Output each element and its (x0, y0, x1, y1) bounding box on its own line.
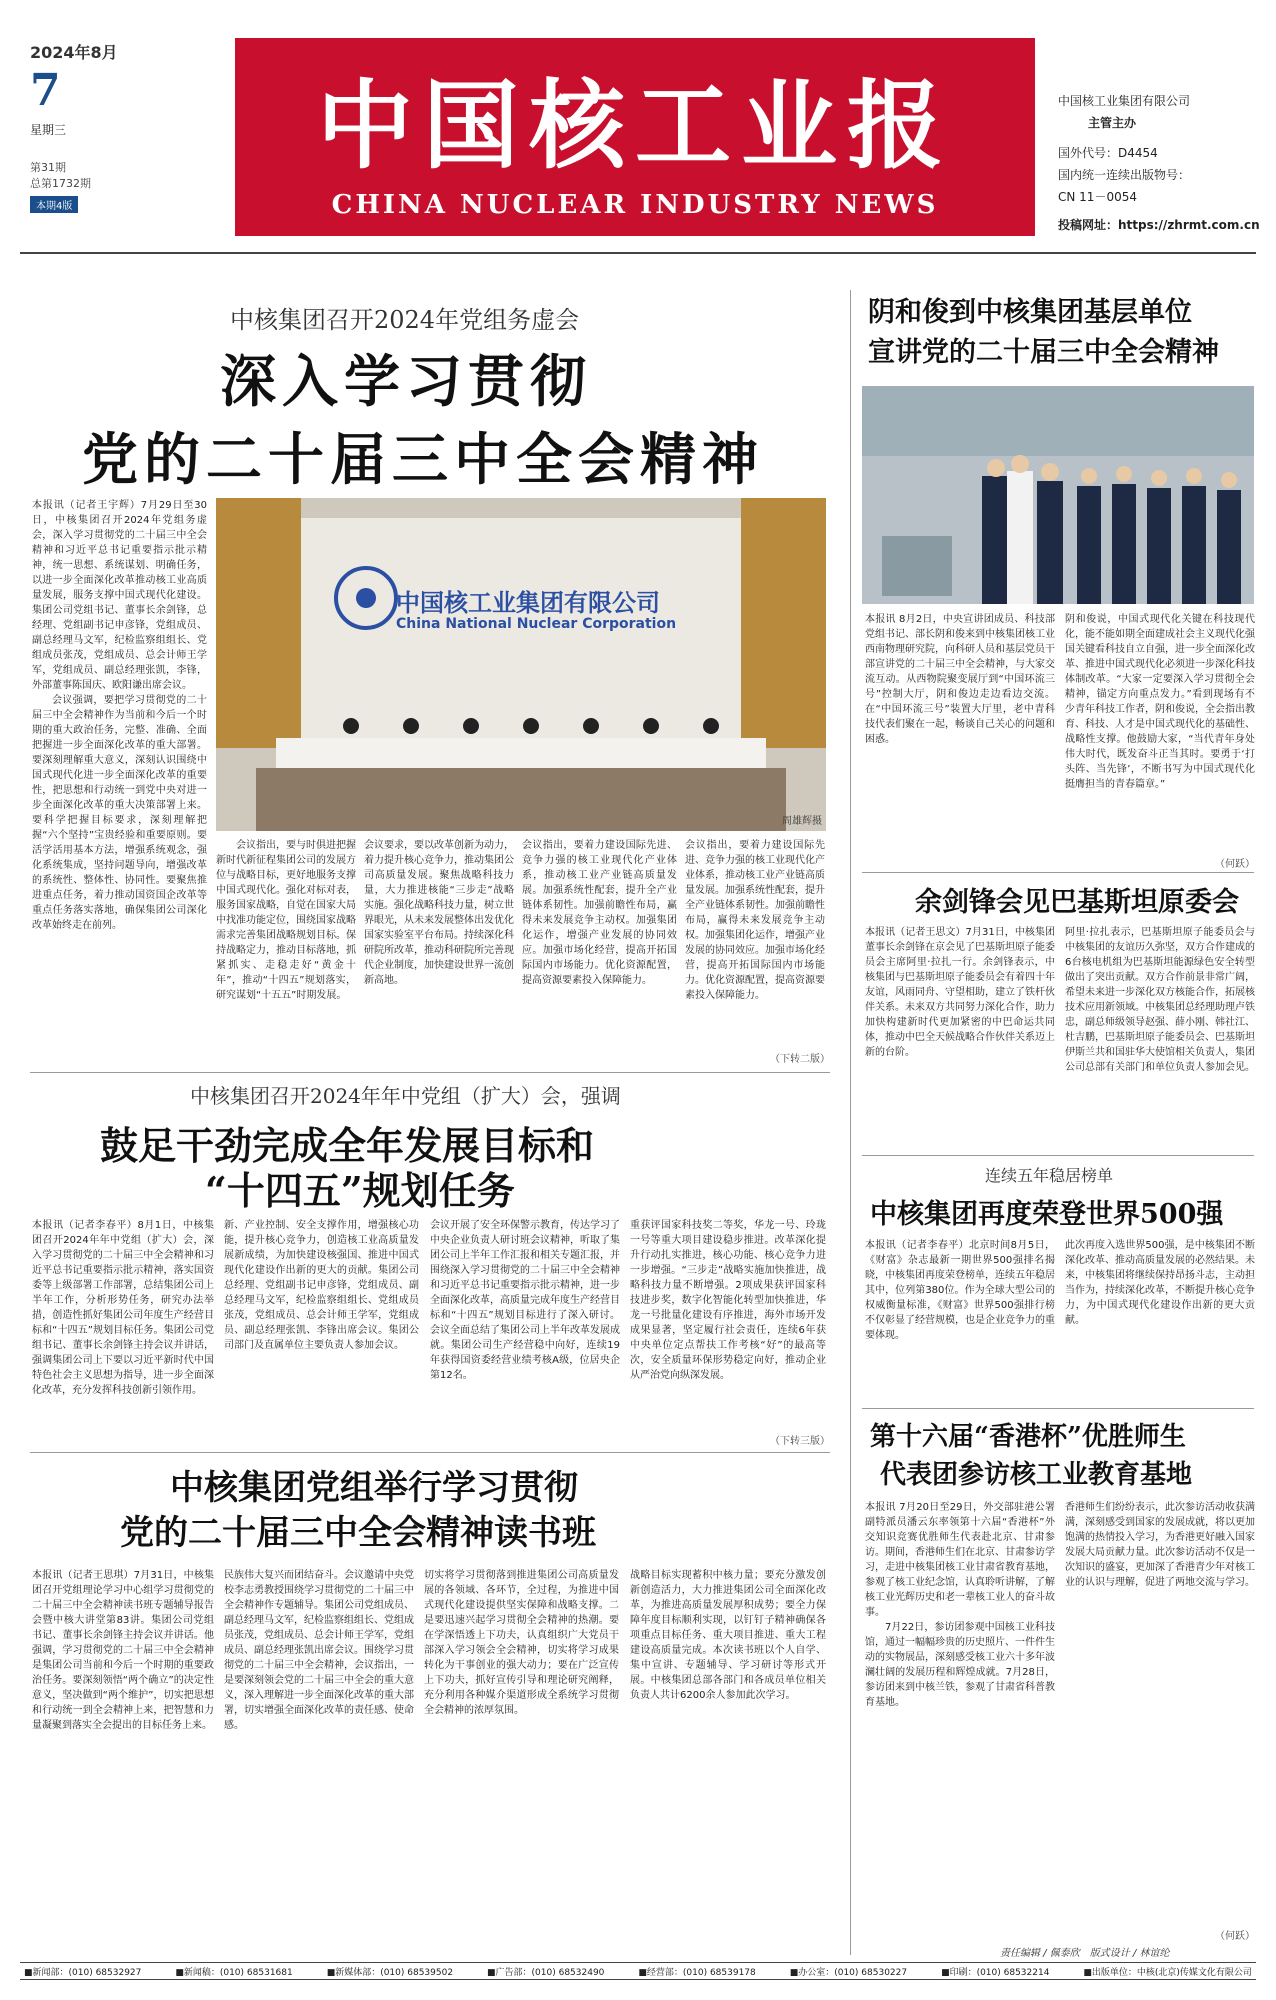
divider (862, 872, 1254, 873)
story2-column-3: 会议开展了安全环保警示教育，传达学习了中央企业负责人研讨班会议精神，听取了集团公司上半年工作汇报和相关专题汇报，并围绕深入学习贯彻党的二十届三中全会精神和习近平总书记重要指示批示精神，进一步全面深化改革，高质量完成年度生产经营目标和“十四五”规划目标进行了深入研讨。会议全面总结了集团公司上半年改革发展成就。集团公司生产经营稳中向好，连续19年获得国资委经营业绩考核A级，位居央企第12名。 (430, 1220, 620, 1381)
story2-column-2: 新、产业控制、安全支撑作用，增强核心功能，提升核心竞争力，创造核工业高质量发展新成绩，为加快建设核强国、推进中国式现代化建设作出新的更大的贡献。集团公司总经理、党组副书记申彦锋，党组成员、副总经理马文军，纪检监察组组长、党组成员张茂，党组成员、总会计师王学军，党组成员、副总经理张凯、李锋出席会议。集团公司部门及直属单位主要负责人参加会议。 (224, 1220, 419, 1351)
lead-photo (216, 498, 826, 831)
lead-column-5: 会议指出，要着力建设国际先进、竞争力强的核工业现代化产业体系，推动核工业产业链高质量发展。加强系统性配套，提升全产业链体系韧性。加强前瞻性布局，赢得未来发展竞争主动权。加强集团化运作，增强产业发展的协同效应。加强市场化经营，提高开拓国际国内市场能力。优化资源配置，提高资源要素投入保障能力。 (685, 840, 825, 1001)
masthead-title-cn: 中国核工业报 (317, 69, 953, 182)
side4-end: （何跃） (1215, 1931, 1255, 1942)
footer-item: ■印刷：(010) 68532214 (941, 1967, 1050, 1978)
divider (30, 1452, 830, 1453)
publisher-info (1058, 90, 1263, 236)
side1-end: （何跃） (1215, 859, 1255, 870)
side4-column-2: 香港师生们纷纷表示，此次参访活动收获满满，深刻感受到国家的发展成就，将以更加饱满的热情投入学习，为香港更好融入国家发展大局贡献力量。此次参访活动不仅是一次知识的盛宴，更加深了香港青少年对核工业的认识与理解，促进了两地交流与学习。 (1065, 1502, 1255, 1588)
pages-badge: 本期4版 (30, 196, 78, 213)
lead-column-2: 会议指出，要与时俱进把握新时代新征程集团公司的发展方位与战略目标，更好地服务支撑中国式现代化。强化对标对表，服务国家战略，自觉在国家大局中找准功能定位，围绕国家战略需求完善集团战略规划目标。保持战略定力，推动目标落地，抓紧抓实、走稳走好“黄金十年”，推动“十四五”规划落实，研究谋划“十五五”时期发展。 (216, 840, 356, 1001)
divider (862, 1155, 1254, 1156)
lead-column-3: 会议要求，要以改革创新为动力，着力提升核心竞争力，推动集团公司高质量发展。聚焦战略科技力量，大力推进核能“三步走”战略实施。强化战略科技力量，树立世界眼光，从未来发展整体出发优化国家实验室平台布局。持续深化科研院所改革，推动科研院所完善现代企业制度，加快建设世界一流创新高地。 (364, 840, 514, 986)
side2-title: 余剑锋会见巴基斯坦原委会 (915, 887, 1239, 918)
photo-org-name-en: China National Nuclear Corporation (396, 616, 677, 632)
footer-contacts (20, 1962, 1256, 1980)
meeting-photo-icon (216, 498, 826, 831)
side3-column-1: 本报讯（记者李春平）北京时间8月5日，《财富》杂志最新一期世界500强排名揭晓，中核集团再度荣登榜单，连续五年稳居其中，位列第380位。作为全球大型公司的权威衡量标准，《财富》世界500强排行榜不仅彰显了经营规模，也是企业竞争力的重要体现。 (865, 1240, 1055, 1341)
footer-item: ■新闻部：(010) 68532927 (24, 1967, 142, 1978)
story3-column-2: 民族伟大复兴而团结奋斗。会议邀请中央党校李志勇教授围绕学习贯彻党的二十届三中全会精神作专题辅导。集团公司党组成员、副总经理马文军，纪检监察组组长、党组成员张茂，党组成员、总会计师王学军，党组成员、副总经理张凯出席会议。围绕学习贯彻党的二十届三中全会精神，会议指出，一是要深刻领会党的二十届三中全会的重大意义，深入理解进一步全面深化改革的重大部署，切实增强全面深化改革的责任感、使命感。 (224, 1570, 414, 1731)
sponsor-role: 主管主办 (1088, 116, 1137, 130)
footer-item: ■广告部：(010) 68532490 (487, 1967, 605, 1978)
domestic-code-label: 国内统一连续出版物号： (1058, 168, 1191, 182)
issue-info (30, 40, 180, 213)
issue-weekday: 星期三 (30, 123, 67, 137)
masthead (235, 38, 1035, 236)
submission-url[interactable]: 投稿网址：https://zhrmt.com.cn (1058, 218, 1260, 232)
divider (30, 1072, 830, 1073)
footer-item: ■办公室：(010) 68530227 (789, 1967, 908, 1978)
side3-title: 中核集团再度荣登世界500强 (870, 1199, 1224, 1230)
story2-title-1: 鼓足干劲完成全年发展目标和 (100, 1123, 595, 1168)
issue-day: 7 (30, 65, 61, 116)
story3-title-1: 中核集团党组举行学习贯彻 (170, 1468, 578, 1508)
issue-number: 第31期 总第1732期 (30, 161, 91, 190)
story2-kicker: 中核集团召开2024年年中党组（扩大）会，强调 (190, 1084, 621, 1108)
footer-item: ■经营部：(010) 68539178 (638, 1967, 756, 1978)
editor-credits: 责任编辑 / 佩泰欣 版式设计 / 林谊纶 (1000, 1948, 1170, 1959)
footer-item: ■出版单位：中核(北京)传媒文化有限公司 (1083, 1967, 1252, 1978)
footer-item: ■新闻稿：(010) 68531681 (175, 1967, 293, 1978)
side4-column-1: 本报讯 7月20日至29日，外交部驻港公署副特派员潘云东率领第十六届“香港杯”外交知识竞赛优胜师生代表赴北京、甘肃参访。期间，香港师生们在北京、甘肃参访学习，走进中核集团核工业甘肃省教育基地，参观了核工业纪念馆，认真聆听讲解，了解核工业光辉历史和老一辈核工业人的奋斗故事。 7月22日，参访团参观中国核工业科技馆，通过一幅幅珍贵的历史照片、一件件生动的实物展品，深刻感受核工业六十多年波澜壮阔的发展历程和辉煌成就。7月28日，参访团来到中核兰铁，参观了甘肃省科普教育基地。 (865, 1502, 1055, 1708)
footer-item: ■新媒体部：(010) 68539502 (326, 1967, 454, 1978)
lead-column-4: 会议指出，要着力建设国际先进、竞争力强的核工业现代化产业体系，推动核工业产业链高质量发展。加强系统性配套，提升全产业链体系韧性。加强前瞻性布局，赢得未来发展竞争主动权。加强集团化运作，增强产业发展的协同效应。加强市场化经营，提高开拓国际国内市场能力。优化资源配置，提高资源要素投入保障能力。 (522, 840, 677, 986)
lead-title-1: 深入学习贯彻 (220, 350, 592, 415)
lead-title-2: 党的二十届三中全会精神 (82, 428, 764, 493)
side3-kicker: 连续五年稳居榜单 (985, 1166, 1114, 1185)
lead-continued: （下转二版） (770, 1054, 830, 1065)
story3-column-3: 切实将学习贯彻落到推进集团公司高质量发展的各领域、各环节，全过程，为推进中国式现代化建设提供坚实保障和战略支撑。二是要迅速兴起学习贯彻全会精神的热潮。要在学深悟透上下功夫，认真组织广大党员干部深入学习领会全会精神，切实将学习成果转化为干事创业的强大动力；要在广泛宣传上下功夫，抓好宣传引导和理论研究阐释，充分利用各种媒介渠道形成全系统学习贯彻全会精神的浓厚氛围。 (424, 1570, 619, 1716)
side4-title-2: 代表团参访核工业教育基地 (880, 1460, 1193, 1490)
story3-column-4: 战略目标实现蓄积中核力量；要充分激发创新创造活力，大力推进集团公司全面深化改革，为推进高质量发展厚积成势；要全力保障年度目标顺利实现，以钉钉子精神确保各项重点目标任务、重大项目推进、重大工程建设高质量完成。本次读书班以个人自学、集中宣讲、专题辅导、学习研讨等形式开展。中核集团总部各部门和各成员单位相关负责人共计6200余人参加此次学习。 (630, 1570, 826, 1701)
header-divider (20, 252, 1256, 254)
photo-caption: 周雄辉摄 (782, 816, 822, 827)
story2-column-1: 本报讯（记者李春平）8月1日，中核集团召开2024年年中党组（扩大）会，深入学习贯彻党的二十届三中全会精神和习近平总书记重要指示批示精神，落实国资委等上级部署工作部署，总结集团公司上半年工作，分析形势任务，研究办法举措，创造性抓好集团公司年度生产经营目标和“十四五”规划目标任务。集团公司党组书记、董事长余剑锋主持会议并讲话，强调集团公司上下要以习近平新时代中国特色社会主义思想为指导，进一步全面深化改革，充分发挥科技创新引领作用。 (32, 1220, 214, 1396)
side1-column-2: 阴和俊说，中国式现代化关键在科技现代化，能不能如期全面建成社会主义现代化强国关键看科技自立自强，进一步全面深化改革、推进中国式现代化必须进一步深化科技体制改革。“大家一定要深入学习贯彻全会精神，锚定方向重点发力。”看到现场有不少青年科技工作者，阴和俊说，全会指出教育、科技、人才是中国式现代化的基础性、战略性支撑。他鼓励大家，“当代青年身处伟大时代，既发奋斗正当其时。要勇于‘打头阵、当先锋’，不断书写为中国式现代化挺膺担当的青春篇章。” (1065, 614, 1255, 790)
side3-column-2: 此次再度入选世界500强，是中核集团不断深化改革、推动高质量发展的必然结果。未来，中核集团将继续保持昂扬斗志，主动担当作为，持续深化改革，不断提升核心竞争力，为中国式现代化建设作出新的更大贡献。 (1065, 1240, 1255, 1326)
lead-column-1: 本报讯（记者王宇辉）7月29日至30日，中核集团召开2024年党组务虚会，深入学习贯彻党的二十届三中全会精神和习近平总书记重要指示批示精神，统一思想、系统谋划、明确任务，以进一步全面深化改革推动核工业高质量发展，服务支撑中国式现代化建设。集团公司党组书记、董事长余剑锋，总经理、党组副书记申彦锋，党组成员、副总经理马文军，纪检监察组组长、党组成员张茂，党组成员、总会计师王学军，党组成员、副总经理张凯，李锋，外部董事陈国庆、欧阳谦出席会议。 会议强调，要把学习贯彻党的二十届三中全会精神作为当前和今后一个时期的重大政治任务，完整、准确、全面把握进一步全面深化改革的重大部署。要深刻理解重大意义，深刻认识围绕中国式现代化进一步全面深化改革的重要性，把思想和行动统一到党中央对进一步全面深化改革的重大决策部署上来。要科学把握目标要求，深刻理解把握“六个坚持”宝贵经验和重要原则。要活学活用基本方法，增强系统观念，强化系统集成，坚持问题导向，增强改革的系统性、整体性、协同性。要聚焦推进重点任务，着力推动国资国企改革等重点任务落实落地，确保集团公司深化改革始终走在前列。 (32, 500, 207, 931)
intl-code: 国外代号：D4454 (1058, 146, 1158, 160)
column-divider (850, 290, 851, 1955)
story2-column-4: 重获评国家科技奖二等奖，华龙一号、玲珑一号等重大项目建设稳步推进。改革深化提升行动扎实推进，核心功能、核心竞争力进一步增强。“三步走”战略实施加快推进，战略科技力量不断增强。2项成果获评国家科技进步奖，数字化智能化转型加快推进，华龙一号批量化建设有序推进，海外市场开发成果显著，坚定履行社会责任，连续6年获中央单位定点帮扶工作考核“好”的最高等次，安全质量环保形势稳定向好，推动企业从严治党向纵深发展。 (630, 1220, 826, 1381)
side1-photo (862, 386, 1254, 604)
story3-column-1: 本报讯（记者王思琪）7月31日，中核集团召开党组理论学习中心组学习贯彻党的二十届三中全会精神读书班专题辅导报告会暨中核大讲堂第83讲。集团公司党组书记、董事长余剑锋主持会议并讲话。他强调，学习贯彻党的二十届三中全会精神是集团公司当前和今后一个时期的重要政治任务。要深刻领悟“两个确立”的决定性意义，坚决做到“两个维护”，切实把思想和行动统一到全会精神上来，把智慧和力量凝聚到落实全会提出的目标任务上来。 (32, 1570, 214, 1731)
photo-org-name: 中国核工业集团有限公司 (396, 589, 660, 617)
side2-column-2: 阿里·拉扎表示，巴基斯坦原子能委员会与中核集团的友谊历久弥坚，双方合作建成的6台核电机组为巴基斯坦能源绿色安全转型做出了突出贡献。双方合作前景非常广阔，希望未来进一步深化双方核能合作，拓展核技术应用新领域。中核集团总经理助理卢铁忠，副总师级领导赵强、薛小刚、韩社江、杜吉鹏，巴基斯坦原子能委员会、巴基斯坦伊斯兰共和国驻华大使馆相关负责人，集团公司总部有关部门和单位负责人参加会见。 (1065, 927, 1255, 1073)
side1-title-1: 阴和俊到中核集团基层单位 (868, 297, 1192, 328)
story2-title-2: “十四五”规划任务 (205, 1168, 515, 1213)
visit-photo-icon (862, 386, 1254, 604)
side2-column-1: 本报讯（记者王思文）7月31日，中核集团董事长余剑锋在京会见了巴基斯坦原子能委员会主席阿里·拉扎一行。余剑锋表示，中核集团与巴基斯坦原子能委员会有着四十年友谊，风雨同舟、守望相助，建立了铁杆伙伴关系。未来双方共同努力深化合作，助力加快构建新时代更加紧密的中巴命运共同体，推动中巴全天候战略合作伙伴关系迈上新的台阶。 (865, 927, 1055, 1058)
story2-continued: （下转三版） (770, 1436, 830, 1447)
lead-kicker: 中核集团召开2024年党组务虚会 (230, 306, 580, 334)
side1-title-2: 宣讲党的二十届三中全会精神 (868, 337, 1219, 368)
divider (862, 1408, 1254, 1409)
masthead-title-en: CHINA NUCLEAR INDUSTRY NEWS (331, 190, 939, 220)
story3-title-2: 党的二十届三中全会精神读书班 (120, 1513, 596, 1553)
side4-title-1: 第十六届“香港杯”优胜师生 (870, 1422, 1186, 1452)
issue-date: 2024年8月 (30, 43, 118, 62)
sponsor: 中国核工业集团有限公司 (1058, 94, 1191, 108)
domestic-code: CN 11－0054 (1058, 190, 1137, 204)
side1-column-1: 本报讯 8月2日，中央宣讲团成员、科技部党组书记、部长阴和俊来到中核集团核工业西南物理研究院，向科研人员和基层党员干部宣讲党的二十届三中全会精神，与大家交流互动。从西物院聚变展厅到“中国环流三号”控制大厅，阴和俊边走边看边交流。在“中国环流三号”装置大厅里，老中青科技代表们聚在一起，畅谈自己关心的问题和困惑。 (865, 614, 1055, 745)
